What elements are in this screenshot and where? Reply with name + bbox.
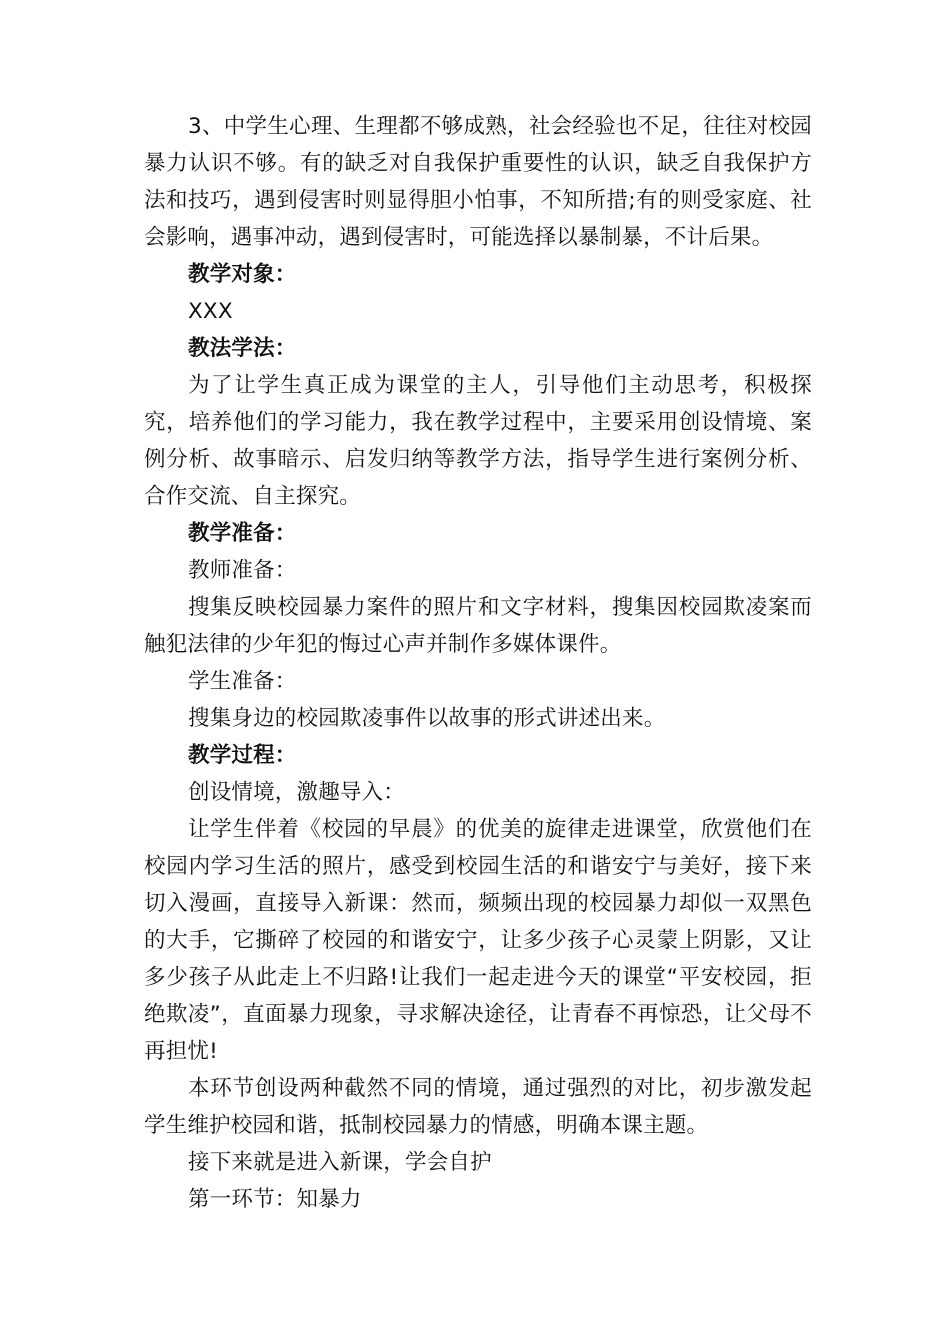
heading-teaching-preparation: 教学准备：: [188, 521, 297, 546]
paragraph-intro: 让学生伴着《校园的早晨》的优美的旋律走进课堂，欣赏他们在校园内学习生活的照片，感受到校园生活的和谐安宁与美好，接下来切入漫画，直接导入新课：然而，频频出现的校园暴力却似一双黑色的大手，它撕碎了校园的和谐安宁，让多少孩子心灵蒙上阴影，又让多少孩子从此走上不归路!让我们一起走进今天的课堂“平安校园，拒绝欺凌”，直面暴力现象，寻求解决途径，让青春不再惊恐，让父母不再担忧!: [144, 817, 812, 1064]
heading-teaching-methods: 教法学法：: [188, 336, 297, 361]
paragraph-intro-summary: 本环节创设两种截然不同的情境，通过强烈的对比，初步激发起学生维护校园和谐，抵制校园暴力的情感，明确本课主题。: [144, 1076, 812, 1138]
paragraph-target-value: XXX: [188, 299, 233, 324]
paragraph-intro-label: 创设情境，激趣导入：: [188, 780, 406, 805]
document-page: [144, 108, 812, 1218]
heading-teaching-target: 教学对象：: [188, 262, 297, 287]
paragraph-section-one: 第一环节：知暴力: [188, 1187, 362, 1212]
paragraph-new-lesson: 接下来就是进入新课，学会自护: [188, 1150, 492, 1175]
paragraph-teacher-prep-label: 教师准备：: [188, 558, 297, 583]
paragraph-teacher-prep: 搜集反映校园暴力案件的照片和文字材料，搜集因校园欺凌案而触犯法律的少年犯的悔过心声并制作多媒体课件。: [144, 595, 812, 657]
heading-teaching-process: 教学过程：: [188, 743, 297, 768]
paragraph-methods: 为了让学生真正成为课堂的主人，引导他们主动思考，积极探究，培养他们的学习能力，我在教学过程中，主要采用创设情境、案例分析、故事暗示、启发归纳等教学方法，指导学生进行案例分析、合作交流、自主探究。: [144, 373, 812, 509]
paragraph-student-prep-label: 学生准备：: [188, 669, 297, 694]
paragraph-student-psychology: 3、中学生心理、生理都不够成熟，社会经验也不足，往往对校园暴力认识不够。有的缺乏对自我保护重要性的认识，缺乏自我保护方法和技巧，遇到侵害时则显得胆小怕事，不知所措;有的则受家庭、社会影响，遇事冲动，遇到侵害时，可能选择以暴制暴，不计后果。: [144, 114, 812, 250]
paragraph-student-prep: 搜集身边的校园欺凌事件以故事的形式讲述出来。: [188, 706, 666, 731]
